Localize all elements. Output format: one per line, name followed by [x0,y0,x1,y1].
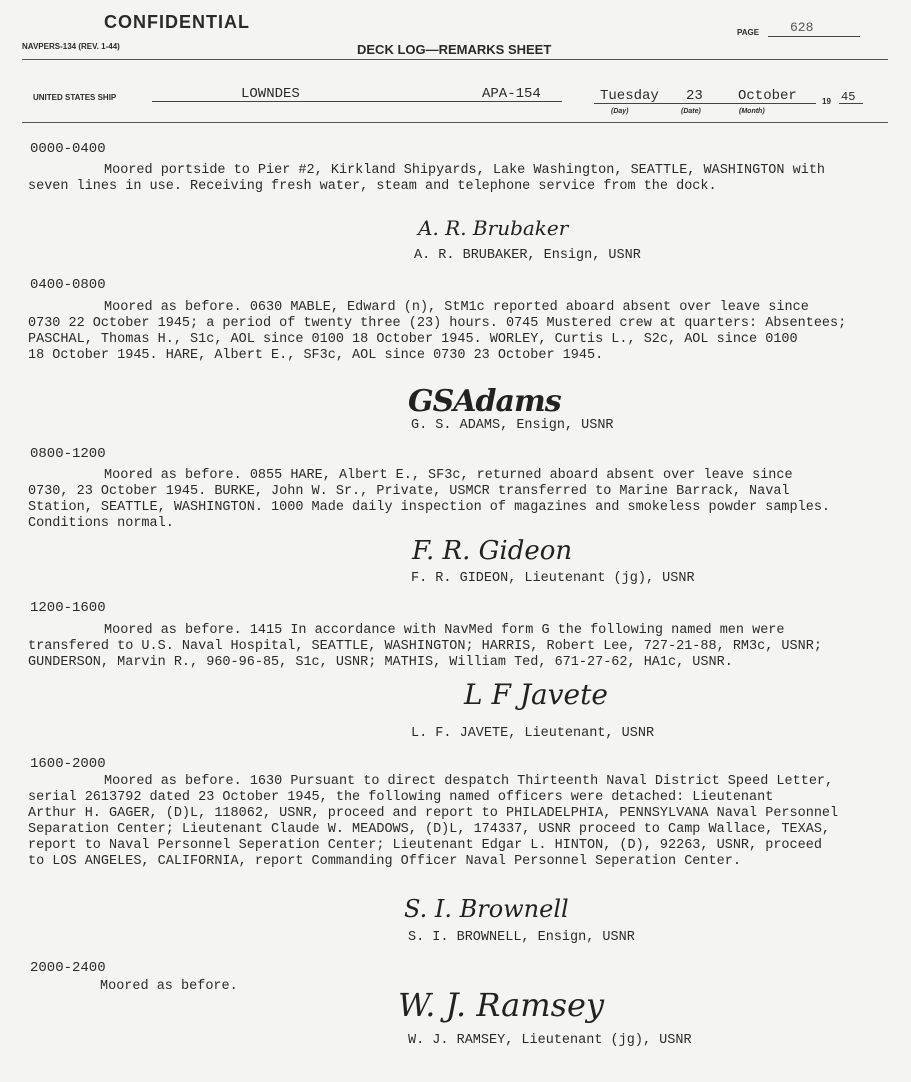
log-line: Moored as before. 1415 In accordance with NavMed form G the following named men were [104,623,785,638]
log-day: Tuesday [600,88,659,104]
year-prefix: 19 [822,97,831,106]
year-suffix: 45 [841,90,856,104]
watch-period: 0400-0800 [30,277,106,293]
confidential-marking: CONFIDENTIAL [104,12,250,32]
handwritten-signature: W. J. Ramsey [398,986,605,1024]
log-line: 18 October 1945. HARE, Albert E., SF3c, AOL since 0730 23 October 1945. [28,348,604,363]
log-line: to LOS ANGELES, CALIFORNIA, report Commanding Officer Naval Personnel Seperation Center. [28,854,741,869]
page-number: 628 [790,20,814,35]
log-line: Moored as before. [100,979,238,994]
watch-period: 1200-1600 [30,600,106,616]
log-line: Separation Center; Lieutenant Claude W. MEADOWS, (D)L, 174337, USNR proceed to Camp Wallace, TEXAS, [28,822,831,837]
log-line: Conditions normal. [28,516,174,531]
handwritten-signature: GSAdams [408,384,561,419]
log-month: October [738,88,797,104]
watch-period: 0000-0400 [30,141,106,157]
log-line: 0730 22 October 1945; a period of twenty three (23) hours. 0745 Mustered crew at quarters: Absentees; [28,316,847,331]
header-rule-bottom [22,122,888,123]
watch-period: 1600-2000 [30,756,106,772]
signature-typed: G. S. ADAMS, Ensign, USNR [411,418,614,433]
caption-date: (Date) [681,108,701,115]
log-line: PASCHAL, Thomas H., S1c, AOL since 0100 18 October 1945. WORLEY, Curtis L., S2c, AOL since 0100 [28,332,798,347]
ship-label: UNITED STATES SHIP [33,93,117,102]
form-id: NAVPERS-134 (REV. 1-44) [22,42,120,51]
log-line: Moored portside to Pier #2, Kirkland Shipyards, Lake Washington, SEATTLE, WASHINGTON with [104,163,826,178]
signature-typed: A. R. BRUBAKER, Ensign, USNR [414,248,641,263]
log-line: Moored as before. 0855 HARE, Albert E., SF3c, returned aboard absent over leave since [104,468,793,483]
log-line: transfered to U.S. Naval Hospital, SEATTLE, WASHINGTON; HARRIS, Robert Lee, 727-21-88, RM3c, USNR; [28,639,822,654]
signature-typed: W. J. RAMSEY, Lieutenant (jg), USNR [408,1033,692,1048]
handwritten-signature: L F Javete [464,678,608,711]
log-date: 23 [686,88,703,104]
date-line [594,103,816,104]
signature-typed: F. R. GIDEON, Lieutenant (jg), USNR [411,571,695,586]
handwritten-signature: A. R. Brubaker [418,216,569,240]
caption-month: (Month) [739,108,765,115]
caption-day: (Day) [611,108,629,115]
handwritten-signature: S. I. Brownell [404,895,569,923]
log-line: Station, SEATTLE, WASHINGTON. 1000 Made daily inspection of magazines and smokeless powder samples. [28,500,831,515]
log-line: Moored as before. 1630 Pursuant to direct despatch Thirteenth Naval District Speed Letter, [104,774,834,789]
log-line: Moored as before. 0630 MABLE, Edward (n), StM1c reported aboard absent over leave since [104,300,809,315]
signature-typed: L. F. JAVETE, Lieutenant, USNR [411,726,655,741]
page-number-line [768,36,860,37]
handwritten-signature: F. R. Gideon [412,536,573,566]
signature-typed: S. I. BROWNELL, Ensign, USNR [408,930,635,945]
log-line: 0730, 23 October 1945. BURKE, John W. Sr., Private, USMCR transferred to Marine Barrack, Naval [28,484,790,499]
log-line: Arthur H. GAGER, (D)L, 118062, USNR, proceed and report to PHILADELPHIA, PENNSYLVANA Naval Personnel [28,806,839,821]
watch-period: 0800-1200 [30,446,106,462]
hull-number: APA-154 [482,86,541,102]
watch-period: 2000-2400 [30,960,106,976]
log-line: serial 2613792 dated 23 October 1945, the following named officers were detached: Lieutenant [28,790,774,805]
log-line: seven lines in use. Receiving fresh water, steam and telephone service from the dock. [28,179,717,194]
sheet-title: DECK LOG—REMARKS SHEET [357,42,552,57]
header-rule-top [22,59,888,60]
ship-name: LOWNDES [241,86,300,102]
year-line [839,103,863,104]
page-label: PAGE [737,28,760,37]
log-line: GUNDERSON, Marvin R., 960-96-85, S1c, USNR; MATHIS, William Ted, 671-27-62, HA1c, USNR. [28,655,733,670]
log-line: report to Naval Personnel Seperation Center; Lieutenant Edgar L. HINTON, (D), 92263, USNR, proceed [28,838,822,853]
